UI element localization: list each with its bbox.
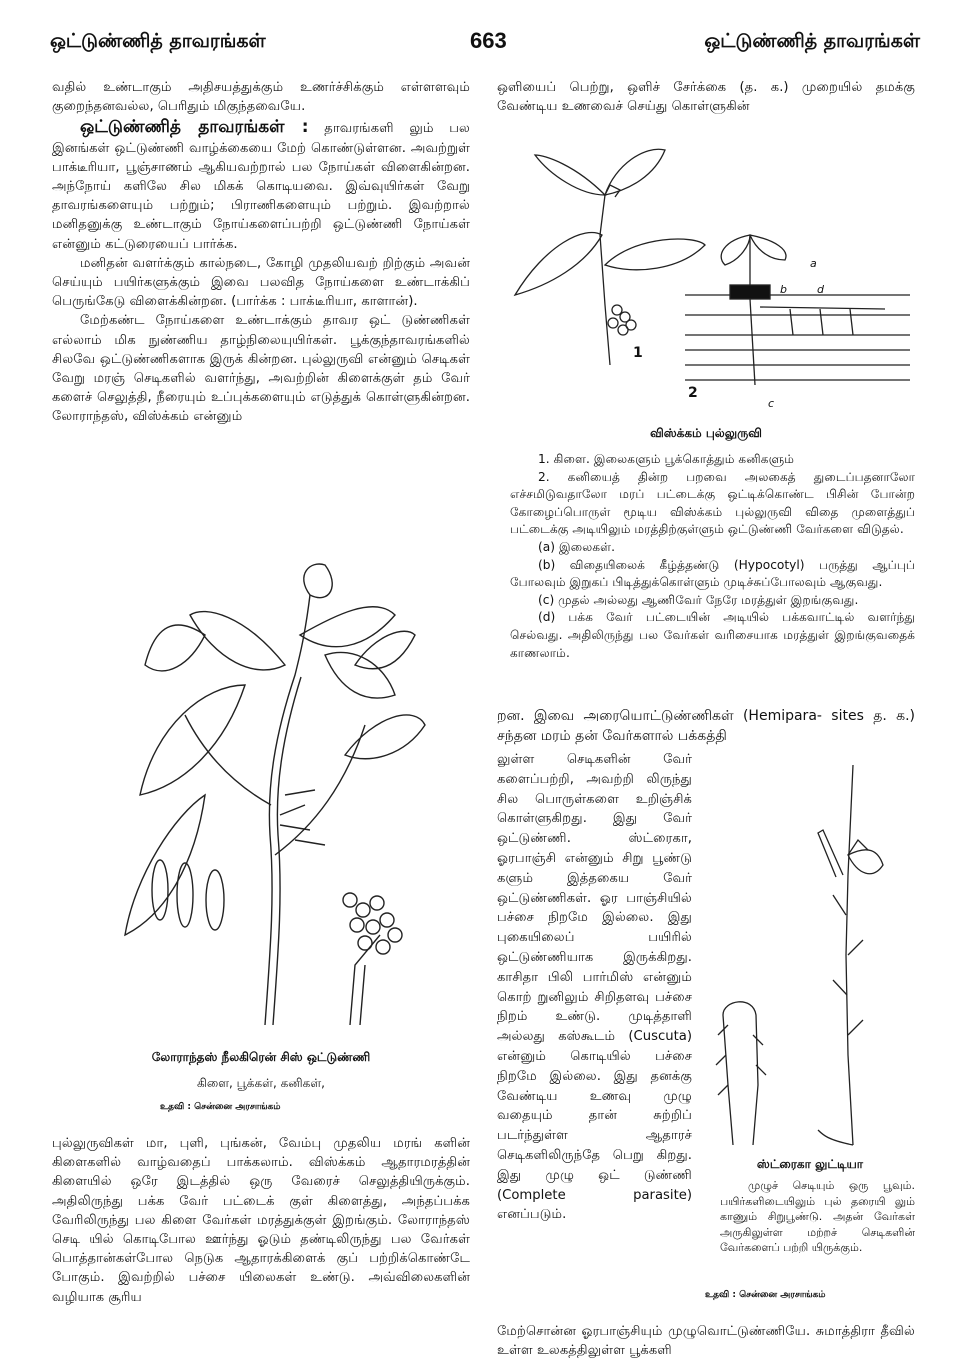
- paragraph: மேற்சொன்ன ஓரபாஞ்சியும் முழுவொட்டுண்ணியே. சுமாத்திரா தீவில் உள்ள உலகத்திலுள்ள பூக்களி: [497, 1324, 915, 1359]
- striga-illustration: [708, 755, 913, 1150]
- loranthus-drawing: [95, 555, 435, 1030]
- legend-item: (a) இலைகள்.: [538, 539, 616, 554]
- viscum-illustration: [505, 135, 915, 420]
- legend-item: (c) முதல் அல்லது ஆணிவேர் நேரே மரத்துள் இறங்குவது.: [538, 592, 859, 607]
- right-column-mid-top: [497, 706, 915, 746]
- right-column-top: [497, 78, 915, 116]
- legend-item: (b) விதையிலைக் கீழ்த்தண்டு (Hypocotyl) பருத்து ஆப்புப் போலவும் இறுகப் பிடித்துக்கொள்ளும் முடிச்சுப்போலவும் ஆகுவது.: [510, 557, 915, 590]
- figure-label-d: d: [817, 283, 824, 296]
- paragraph: லுள்ள செடிகளின் வேர் களைப்பற்றி, அவற்றி லிருந்து சில பொருள்களை உறிஞ்சிக் கொள்ளுகிறது. இது வேர் ஒட்டுண்ணி. ஸ்ட்ரைகா, ஓரபாஞ்சி என்னும் சிறு பூண்டு களும் இத்தகைய வேர் ஒட்டுண்ணிகள். ஓர பாஞ்சியில் பச்சை நிறமே இல்லை. இது புகையிலைப் பயிரில் ஒட்டுண்ணியாக இருக்கிறது. காசிதா பிலி பார்மிஸ் என்னும் கொற் றுனிலும் சிறிதளவு பச்சை நிறம் உண்டு. முடித்தாளி அல்லது கஸ்கூடம் (Cuscuta) என்னும் கொடியில் பச்சை நிறமே இல்லை. இது தனக்கு வேண்டிய உணவு முழு வதையும் தான் சுற்றிப் படர்ந்துள்ள ஆதாரச் செடிகளிலிருந்தே பெறு கிறது. இது முழு ஒட் டுண்ணி (Complete parasite) எனப்படும்.: [497, 752, 692, 1223]
- section-block: [52, 118, 470, 253]
- striga-figure-text: [720, 1178, 915, 1256]
- loranthus-illustration: [95, 555, 435, 1030]
- right-column-narrow: [497, 750, 692, 1225]
- figure-caption: லோராந்தஸ் நீலகிரென் சிஸ் ஒட்டுண்ணி: [151, 1050, 371, 1064]
- figure-caption: விஸ்க்கம் புல்லுருவி: [650, 426, 762, 440]
- paragraph: ஒளியைப் பெற்று, ஒளிச் சேர்க்கை (த. க.) முறையில் தமக்கு வேண்டிய உணவைச் செய்து கொள்ளுகின்: [497, 80, 915, 115]
- figure-caption: ஸ்ட்ரைகா லுட்டியா: [756, 1157, 864, 1171]
- page-number: 663: [470, 28, 507, 53]
- legend-item: 1. கிளை. இலைகளும் பூக்கொத்தும் கனிகளும்: [538, 452, 795, 466]
- left-column-top: [52, 78, 470, 427]
- left-column-bottom: [52, 1134, 470, 1307]
- paragraph: முழுச் செடியும் ஒரு பூவும். பயிர்களிடையிலும் புல் தரையி லும் காணும் சிறுபூண்டு. அதன் வேர்கள் அருகிலுள்ள மற்றச் செடிகளின் வேர்களைப் பற்றி யிருக்கும்.: [720, 1179, 915, 1254]
- section-heading: ஒட்டுண்ணித் தாவரங்கள் :: [80, 117, 309, 138]
- figure-label-a: a: [810, 257, 817, 270]
- figure-label-1: 1: [633, 345, 643, 361]
- figure-credit: உதவி : சென்னை அரசாங்கம்: [160, 1102, 281, 1112]
- figure-caption-sub: கிளை, பூக்கள், கனிகள்,: [197, 1076, 325, 1090]
- running-title-left: ஒட்டுண்ணித் தாவரங்கள்: [50, 30, 266, 52]
- paragraph: தாவரங்களி லும் பல இனங்கள் ஒட்டுண்ணி வாழ்க்கையை மேற் கொண்டுள்ளன. அவற்றுள் பாக்டீரியா, பூஞ்சாணம் ஆகியவற்றால் பல நோய்கள் விளைகின்றன. அந்நோய் களிலே சில மிகக் கொடியவை. இவ்வுயிர்கள் வேறு தாவரங்களையும் பற்றும்; பிராணிகளையும் பற்றும். இவற்றால் மனிதனுக்கு உண்டாகும் நோய்களைப்பற்றி ஒட்டுண்ணி நோய்கள் என்னும் கட்டுரையைப் பார்க்க.: [52, 121, 470, 252]
- viscum-drawing: [505, 135, 915, 420]
- legend-item: (d) பக்க வேர் பட்டையின் அடியில் பக்கவாட்டில் வளர்ந்து செல்வது. அதிலிருந்து பல வேர்கள் வரிசையாக மரத்துள் இறங்குவதைக் காணலாம்.: [510, 610, 915, 660]
- paragraph: மனிதன் வளர்க்கும் கால்நடை, கோழி முதலியவற் றிற்கும் அவன் செய்யும் பயிர்களுக்கும் இவை பலவித நோய்களை உண்டாக்கிப் பெருங்கேடு விளைக்கின்றன. (பார்க்க : பாக்டீரியா, காளான்).: [52, 255, 470, 310]
- paragraph: வதில் உண்டாகும் அதிசயத்துக்கும் உணர்ச்சிக்கும் எள்ளளவும் குறைந்தனவல்ல, பெரிதும் மிகுந்தவையே.: [52, 80, 470, 115]
- right-column-bottom: [497, 1322, 915, 1360]
- figure-label-2: 2: [688, 385, 698, 401]
- figure-legend: [510, 451, 915, 662]
- striga-drawing: [708, 755, 913, 1150]
- paragraph: மேற்கண்ட நோய்களை உண்டாக்கும் தாவர ஒட் டுண்ணிகள் எல்லாம் மிக நுண்ணிய தாழ்நிலையுயிர்கள். பூக்குந்தாவரங்களில் சிலவே ஒட்டுண்ணிகளாக இருக் கின்றன. புல்லுருவி என்னும் செடிகள் வேறு மரஞ் செடிகளில் வளர்ந்து, அவற்றின் கிளைக்குள் தம் வேர் களைச் செலுத்தி, நீரையும் உப்புக்களையும் எடுத்துக் கொள்ளுகின்றன. லோராந்தஸ், விஸ்க்கம் என்னும்: [52, 313, 470, 425]
- running-title-right: ஒட்டுண்ணித் தாவரங்கள்: [704, 30, 920, 52]
- legend-item: 2. கனியைத் தின்ற பறவை அலகைத் துடைப்பதனாலோ எச்சமிடுவதாலோ மரப் பட்டைக்கு ஒட்டிக்கொண்ட பிசின் போன்ற கோழைப்பொருள் மூடிய விஸ்க்கம் புல்லுருவி விதை முளைத்துப் பட்டைக்கு அடியிலும் மரத்திற்குள்ளும் ஒட்டுண்ணி வேர்களை விடுதல்.: [510, 469, 915, 537]
- paragraph: றன. இவை அரையொட்டுண்ணிகள் (Hemipara- sites த. க.) சந்தன மரம் தன் வேர்களால் பக்கத்தி: [497, 708, 915, 744]
- figure-credit: உதவி : சென்னை அரசாங்கம்: [705, 1290, 826, 1300]
- figure-label-b: b: [780, 283, 787, 296]
- page-header: [50, 28, 920, 58]
- figure-label-c: c: [768, 397, 775, 410]
- paragraph: புல்லுருவிகள் மா, புளி, புங்கன், வேம்பு முதலிய மரங் களின் கிளைகளில் வாழ்வதைப் பாக்கலாம். விஸ்க்கம் ஆதாரமரத்தின் கிளையில் ஒரே இடத்தில் ஒரு வேரைச் செலுத்தியிருக்கும். அதிலிருந்து பக்க வேர் பட்டைக் குள் கிளைத்து, அந்தப்பக்க வேரிலிருந்து பல கிளை வேர்கள் மரத்துக்குள் இறங்கும். லோராந்தஸ் செடி யில் கொடிபோல ஊர்ந்து ஓடும் தண்டிலிருந்து பல வேர்கள் பொத்தான்கள்போல நெடுக ஆதாரக்கிளைக் குப் பற்றிக்கொண்டே போகும். இவற்றில் பச்சை யிலைகள் உண்டு. அவ்விலைகளின் வழியாக சூரிய: [52, 1136, 470, 1305]
